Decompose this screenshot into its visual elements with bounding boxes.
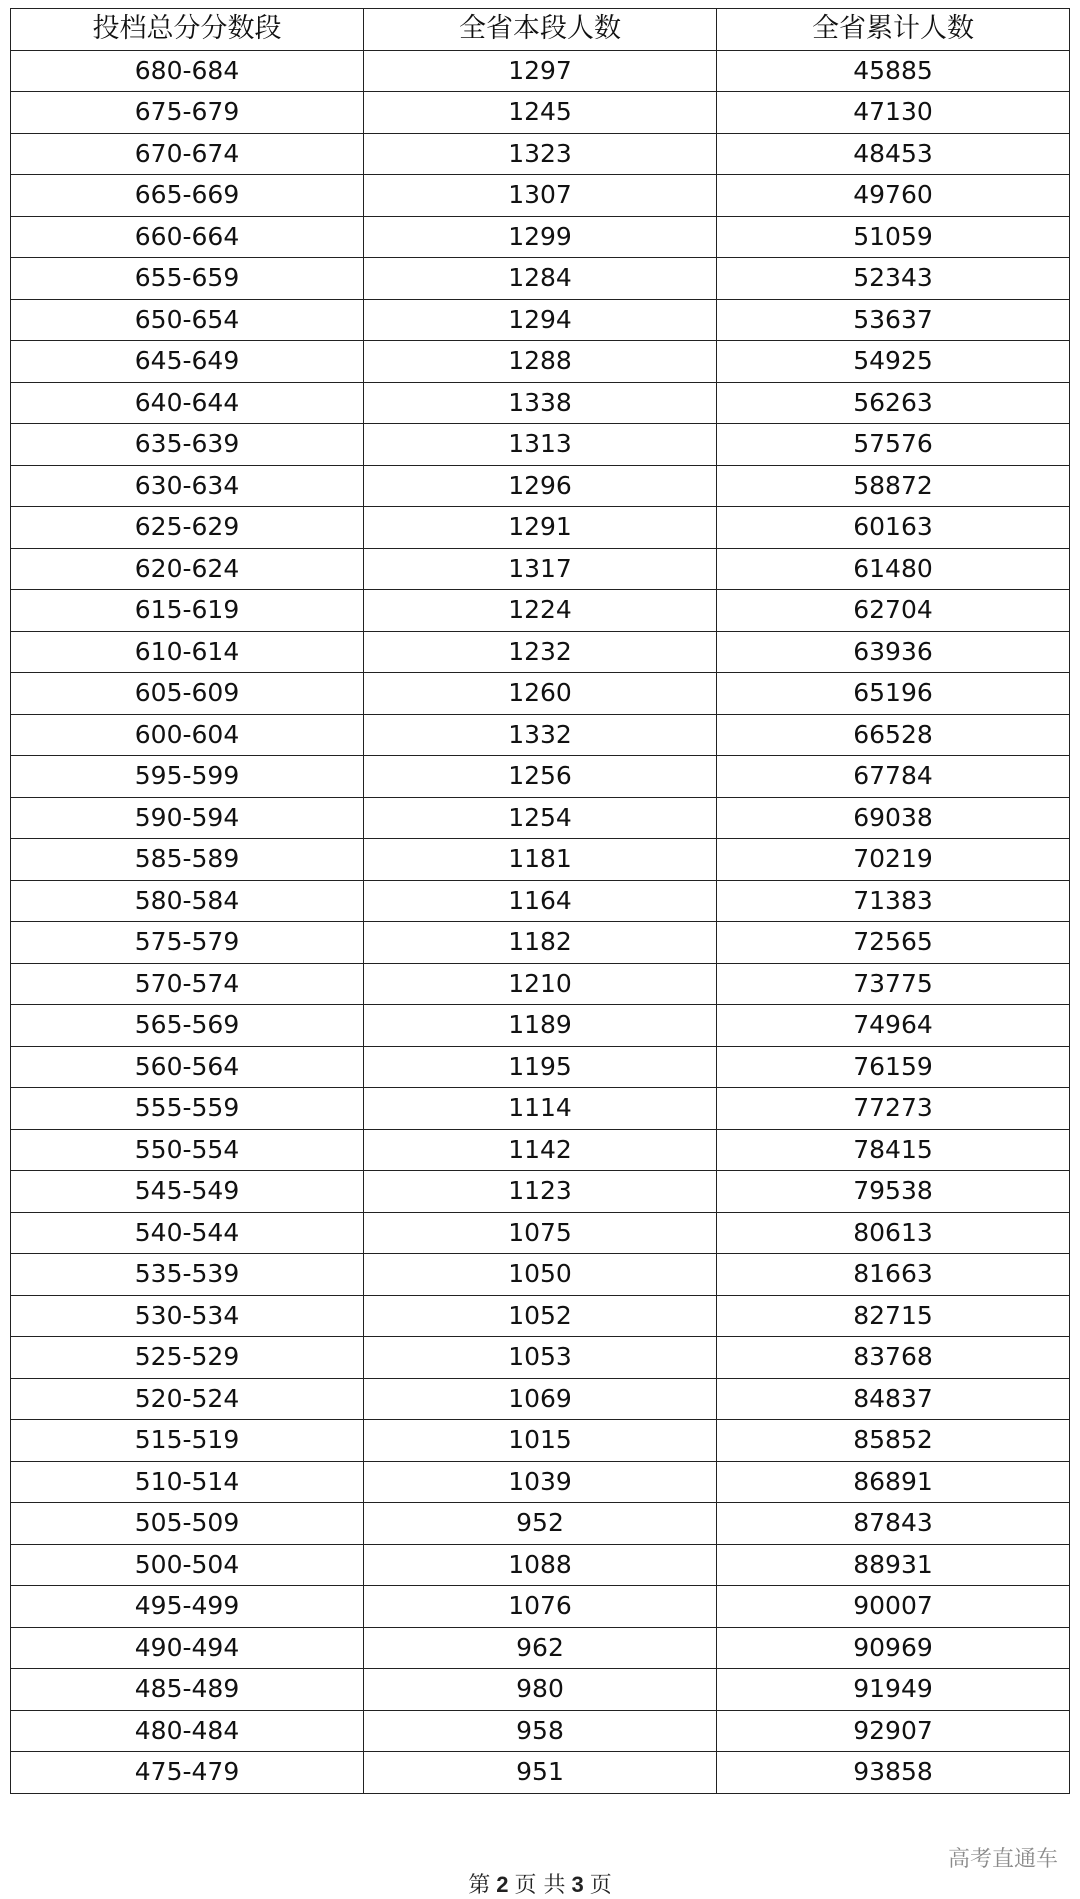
score-range-cell: 615-619	[11, 590, 364, 632]
cumulative-count-cell: 53637	[717, 299, 1070, 341]
score-range-cell: 575-579	[11, 922, 364, 964]
cumulative-count-cell: 63936	[717, 631, 1070, 673]
score-range-cell: 540-544	[11, 1212, 364, 1254]
cumulative-count-cell: 54925	[717, 341, 1070, 383]
segment-count-cell: 1299	[364, 216, 717, 258]
cumulative-count-cell: 58872	[717, 465, 1070, 507]
table-row	[11, 839, 1070, 881]
cumulative-count-cell: 57576	[717, 424, 1070, 466]
segment-count-cell: 1338	[364, 382, 717, 424]
cumulative-count-cell: 85852	[717, 1420, 1070, 1462]
table-row	[11, 1171, 1070, 1213]
segment-count-cell: 1053	[364, 1337, 717, 1379]
segment-count-cell: 951	[364, 1752, 717, 1794]
table-row	[11, 963, 1070, 1005]
table-row	[11, 1544, 1070, 1586]
score-range-cell: 665-669	[11, 175, 364, 217]
cumulative-count-cell: 49760	[717, 175, 1070, 217]
score-distribution-table	[10, 8, 1070, 1794]
table-row	[11, 1586, 1070, 1628]
score-range-cell: 680-684	[11, 50, 364, 92]
score-range-cell: 480-484	[11, 1710, 364, 1752]
segment-count-cell: 1224	[364, 590, 717, 632]
cumulative-count-cell: 92907	[717, 1710, 1070, 1752]
segment-count-cell: 952	[364, 1503, 717, 1545]
score-range-cell: 545-549	[11, 1171, 364, 1213]
segment-count-cell: 958	[364, 1710, 717, 1752]
cumulative-count-cell: 87843	[717, 1503, 1070, 1545]
score-range-cell: 500-504	[11, 1544, 364, 1586]
score-range-cell: 550-554	[11, 1129, 364, 1171]
score-range-cell: 625-629	[11, 507, 364, 549]
score-range-cell: 590-594	[11, 797, 364, 839]
table-row	[11, 1337, 1070, 1379]
table-row	[11, 590, 1070, 632]
table-row	[11, 1254, 1070, 1296]
table-row	[11, 1005, 1070, 1047]
score-range-cell: 600-604	[11, 714, 364, 756]
table-row	[11, 175, 1070, 217]
segment-count-cell: 1142	[364, 1129, 717, 1171]
table-row	[11, 258, 1070, 300]
table-row	[11, 548, 1070, 590]
header-cumulative-count: 全省累计人数	[717, 9, 1070, 51]
table-row	[11, 1212, 1070, 1254]
segment-count-cell: 1076	[364, 1586, 717, 1628]
table-row	[11, 631, 1070, 673]
segment-count-cell: 1296	[364, 465, 717, 507]
cumulative-count-cell: 70219	[717, 839, 1070, 881]
segment-count-cell: 1317	[364, 548, 717, 590]
score-range-cell: 610-614	[11, 631, 364, 673]
score-range-cell: 555-559	[11, 1088, 364, 1130]
cumulative-count-cell: 77273	[717, 1088, 1070, 1130]
segment-count-cell: 1288	[364, 341, 717, 383]
cumulative-count-cell: 62704	[717, 590, 1070, 632]
table-row	[11, 1503, 1070, 1545]
segment-count-cell: 1254	[364, 797, 717, 839]
table-row	[11, 1129, 1070, 1171]
segment-count-cell: 1075	[364, 1212, 717, 1254]
score-range-cell: 620-624	[11, 548, 364, 590]
total-page-number: 3	[571, 1872, 584, 1897]
table-body	[11, 50, 1070, 1793]
cumulative-count-cell: 79538	[717, 1171, 1070, 1213]
segment-count-cell: 1164	[364, 880, 717, 922]
table-row	[11, 465, 1070, 507]
score-range-cell: 515-519	[11, 1420, 364, 1462]
cumulative-count-cell: 72565	[717, 922, 1070, 964]
segment-count-cell: 1313	[364, 424, 717, 466]
score-range-cell: 630-634	[11, 465, 364, 507]
segment-count-cell: 1182	[364, 922, 717, 964]
table-row	[11, 216, 1070, 258]
score-range-cell: 660-664	[11, 216, 364, 258]
footer-middle: 页 共	[514, 1873, 566, 1898]
table-row	[11, 92, 1070, 134]
table-header-row	[11, 9, 1070, 51]
score-range-cell: 675-679	[11, 92, 364, 134]
score-range-cell: 635-639	[11, 424, 364, 466]
score-range-cell: 485-489	[11, 1669, 364, 1711]
segment-count-cell: 1323	[364, 133, 717, 175]
table-row	[11, 299, 1070, 341]
segment-count-cell: 1291	[364, 507, 717, 549]
table-row	[11, 797, 1070, 839]
segment-count-cell: 1088	[364, 1544, 717, 1586]
segment-count-cell: 1069	[364, 1378, 717, 1420]
segment-count-cell: 1284	[364, 258, 717, 300]
table-row	[11, 424, 1070, 466]
footer-suffix: 页	[589, 1873, 612, 1898]
score-range-cell: 560-564	[11, 1046, 364, 1088]
segment-count-cell: 1189	[364, 1005, 717, 1047]
table-row	[11, 1420, 1070, 1462]
segment-count-cell: 980	[364, 1669, 717, 1711]
score-range-cell: 535-539	[11, 1254, 364, 1296]
score-range-cell: 595-599	[11, 756, 364, 798]
table-row	[11, 341, 1070, 383]
table-row	[11, 1627, 1070, 1669]
table-row	[11, 507, 1070, 549]
score-range-cell: 475-479	[11, 1752, 364, 1794]
cumulative-count-cell: 78415	[717, 1129, 1070, 1171]
score-range-cell: 520-524	[11, 1378, 364, 1420]
table-row	[11, 1378, 1070, 1420]
score-range-cell: 580-584	[11, 880, 364, 922]
footer-prefix: 第	[468, 1873, 491, 1898]
segment-count-cell: 1245	[364, 92, 717, 134]
segment-count-cell: 1297	[364, 50, 717, 92]
table-row	[11, 50, 1070, 92]
score-range-cell: 490-494	[11, 1627, 364, 1669]
cumulative-count-cell: 56263	[717, 382, 1070, 424]
table-row	[11, 1752, 1070, 1794]
header-segment-count: 全省本段人数	[364, 9, 717, 51]
current-page-number: 2	[496, 1872, 509, 1897]
cumulative-count-cell: 93858	[717, 1752, 1070, 1794]
segment-count-cell: 1332	[364, 714, 717, 756]
cumulative-count-cell: 65196	[717, 673, 1070, 715]
table-row	[11, 1295, 1070, 1337]
cumulative-count-cell: 88931	[717, 1544, 1070, 1586]
cumulative-count-cell: 73775	[717, 963, 1070, 1005]
score-range-cell: 495-499	[11, 1586, 364, 1628]
score-range-cell: 570-574	[11, 963, 364, 1005]
cumulative-count-cell: 76159	[717, 1046, 1070, 1088]
score-range-cell: 530-534	[11, 1295, 364, 1337]
cumulative-count-cell: 90007	[717, 1586, 1070, 1628]
segment-count-cell: 1294	[364, 299, 717, 341]
cumulative-count-cell: 71383	[717, 880, 1070, 922]
segment-count-cell: 1232	[364, 631, 717, 673]
segment-count-cell: 1256	[364, 756, 717, 798]
score-range-cell: 640-644	[11, 382, 364, 424]
cumulative-count-cell: 82715	[717, 1295, 1070, 1337]
segment-count-cell: 1015	[364, 1420, 717, 1462]
segment-count-cell: 1039	[364, 1461, 717, 1503]
cumulative-count-cell: 67784	[717, 756, 1070, 798]
score-range-cell: 605-609	[11, 673, 364, 715]
segment-count-cell: 1260	[364, 673, 717, 715]
segment-count-cell: 1114	[364, 1088, 717, 1130]
segment-count-cell: 1050	[364, 1254, 717, 1296]
table-row	[11, 714, 1070, 756]
segment-count-cell: 1123	[364, 1171, 717, 1213]
table-row	[11, 880, 1070, 922]
table-row	[11, 756, 1070, 798]
table-row	[11, 673, 1070, 715]
cumulative-count-cell: 48453	[717, 133, 1070, 175]
cumulative-count-cell: 69038	[717, 797, 1070, 839]
cumulative-count-cell: 52343	[717, 258, 1070, 300]
cumulative-count-cell: 81663	[717, 1254, 1070, 1296]
score-range-cell: 505-509	[11, 1503, 364, 1545]
cumulative-count-cell: 91949	[717, 1669, 1070, 1711]
cumulative-count-cell: 90969	[717, 1627, 1070, 1669]
score-range-cell: 565-569	[11, 1005, 364, 1047]
score-range-cell: 670-674	[11, 133, 364, 175]
table-row	[11, 382, 1070, 424]
cumulative-count-cell: 86891	[717, 1461, 1070, 1503]
cumulative-count-cell: 74964	[717, 1005, 1070, 1047]
table-row	[11, 1088, 1070, 1130]
score-range-cell: 510-514	[11, 1461, 364, 1503]
page-footer	[0, 1868, 1080, 1899]
cumulative-count-cell: 61480	[717, 548, 1070, 590]
table-row	[11, 1461, 1070, 1503]
segment-count-cell: 1307	[364, 175, 717, 217]
segment-count-cell: 1052	[364, 1295, 717, 1337]
table-row	[11, 922, 1070, 964]
table-row	[11, 1669, 1070, 1711]
table-row	[11, 133, 1070, 175]
score-range-cell: 525-529	[11, 1337, 364, 1379]
score-range-cell: 650-654	[11, 299, 364, 341]
watermark: 高考直通车	[947, 1847, 1058, 1872]
score-range-cell: 655-659	[11, 258, 364, 300]
segment-count-cell: 1210	[364, 963, 717, 1005]
table-row	[11, 1710, 1070, 1752]
score-range-cell: 585-589	[11, 839, 364, 881]
cumulative-count-cell: 51059	[717, 216, 1070, 258]
cumulative-count-cell: 45885	[717, 50, 1070, 92]
cumulative-count-cell: 83768	[717, 1337, 1070, 1379]
cumulative-count-cell: 84837	[717, 1378, 1070, 1420]
cumulative-count-cell: 60163	[717, 507, 1070, 549]
cumulative-count-cell: 66528	[717, 714, 1070, 756]
segment-count-cell: 1181	[364, 839, 717, 881]
header-score-range: 投档总分分数段	[11, 9, 364, 51]
score-range-cell: 645-649	[11, 341, 364, 383]
cumulative-count-cell: 80613	[717, 1212, 1070, 1254]
segment-count-cell: 1195	[364, 1046, 717, 1088]
segment-count-cell: 962	[364, 1627, 717, 1669]
cumulative-count-cell: 47130	[717, 92, 1070, 134]
table-row	[11, 1046, 1070, 1088]
